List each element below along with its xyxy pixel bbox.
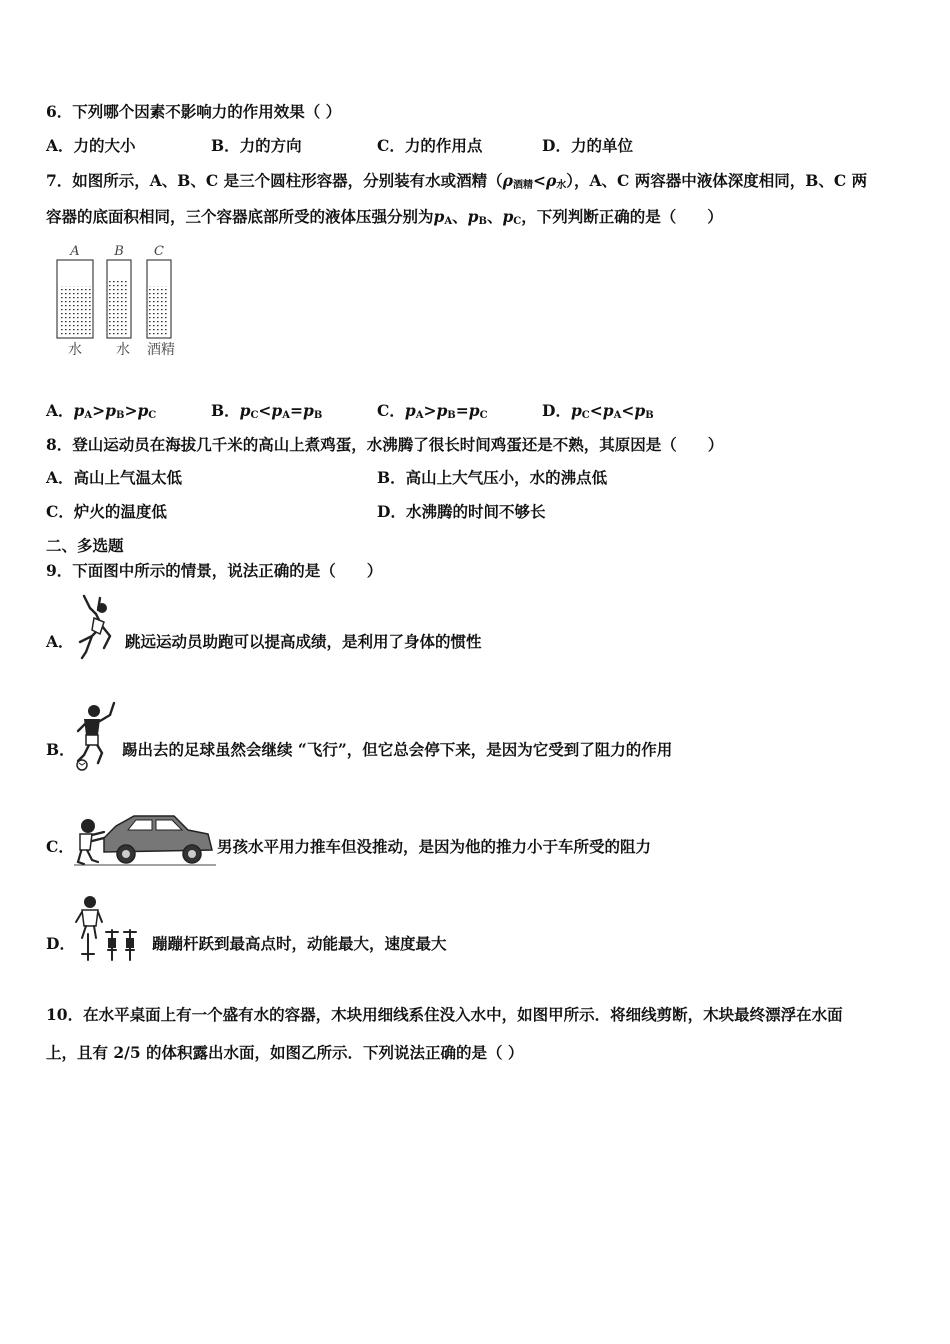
container-a-liquid-label: 水 bbox=[68, 342, 82, 358]
boy-pushing-car-illustration bbox=[74, 808, 216, 870]
q9-stem: 9．下面图中所示的情景，说法正确的是（ ） bbox=[46, 561, 383, 580]
section-heading: 二、多选题 bbox=[46, 536, 124, 555]
q7-containers-figure bbox=[48, 240, 188, 360]
q7-option-b: B．$p_C<p_A=p_B$ bbox=[211, 401, 323, 421]
q9-option-b-letter: B． bbox=[46, 740, 75, 759]
q8-option-c: C．炉火的温度低 bbox=[46, 502, 167, 521]
q10-stem-line2: 上，且有 2/5 的体积露出水面，如图乙所示．下列说法正确的是（ ） bbox=[46, 1043, 524, 1062]
q7-option-c: C．$p_A>p_B=p_C$ bbox=[377, 401, 488, 421]
q10-stem-line1: 10．在水平桌面上有一个盛有水的容器，木块用细线系住没入水中，如图甲所示．将细线剪断，木块最终漂浮在水面 bbox=[46, 1005, 843, 1024]
q9-option-c-text: 男孩水平用力推车但没推动，是因为他的推力小于车所受的阻力 bbox=[217, 837, 652, 856]
container-b-label: B bbox=[114, 244, 124, 259]
pogo-stick-illustration bbox=[72, 894, 152, 966]
container-b-liquid bbox=[109, 280, 129, 337]
q8-option-a: A．高山上气温太低 bbox=[46, 468, 183, 487]
q9-option-d-text: 蹦蹦杆跃到最高点时，动能最大，速度最大 bbox=[152, 934, 447, 953]
q6-option-a: A．力的大小 bbox=[46, 136, 136, 155]
container-c-liquid-label: 酒精 bbox=[147, 342, 175, 358]
container-c-label: C bbox=[154, 244, 164, 259]
q9-option-d-letter: D． bbox=[46, 934, 75, 953]
q6-option-c: C．力的作用点 bbox=[377, 136, 483, 155]
q9-option-c-letter: C． bbox=[46, 837, 74, 856]
q7-stem-line2: 容器的底面积相同，三个容器底部所受的液体压强分别为$p_A$、$p_B$、$p_C$，下列判断正确的是（ ） bbox=[46, 207, 723, 227]
long-jumper-illustration bbox=[70, 592, 126, 664]
football-player-illustration bbox=[68, 697, 124, 773]
q8-stem: 8．登山运动员在海拔几千米的高山上煮鸡蛋，水沸腾了很长时间鸡蛋还是不熟，其原因是（ ） bbox=[46, 435, 724, 454]
container-c-liquid bbox=[149, 286, 169, 337]
container-a-label: A bbox=[70, 244, 80, 259]
container-b-liquid-label: 水 bbox=[116, 342, 130, 358]
q6-stem: 6．下列哪个因素不影响力的作用效果（ ） bbox=[46, 102, 342, 121]
q7-option-d: D．$p_C<p_A<p_B$ bbox=[542, 401, 654, 421]
container-a-liquid bbox=[59, 286, 91, 337]
q7-option-a: A．$p_A>p_B>p_C$ bbox=[46, 401, 157, 421]
q6-option-b: B．力的方向 bbox=[211, 136, 302, 155]
q9-option-a-text: 跳远运动员助跑可以提高成绩，是利用了身体的惯性 bbox=[125, 632, 482, 651]
q7-stem-line1: 7．如图所示，A、B、C 是三个圆柱形容器，分别装有水或酒精$(\rho_{酒精}<\rho_水)$，A、C 两容器中液体深度相同，B、C 两 bbox=[46, 171, 868, 191]
q8-option-b: B．高山上大气压小，水的沸点低 bbox=[377, 468, 608, 487]
q8-option-d: D．水沸腾的时间不够长 bbox=[377, 502, 546, 521]
q6-option-d: D．力的单位 bbox=[542, 136, 633, 155]
q9-option-b-text: 踢出去的足球虽然会继续 “飞行”，但它总会停下来，是因为它受到了阻力的作用 bbox=[122, 740, 673, 759]
q9-option-a-letter: A． bbox=[46, 632, 74, 651]
